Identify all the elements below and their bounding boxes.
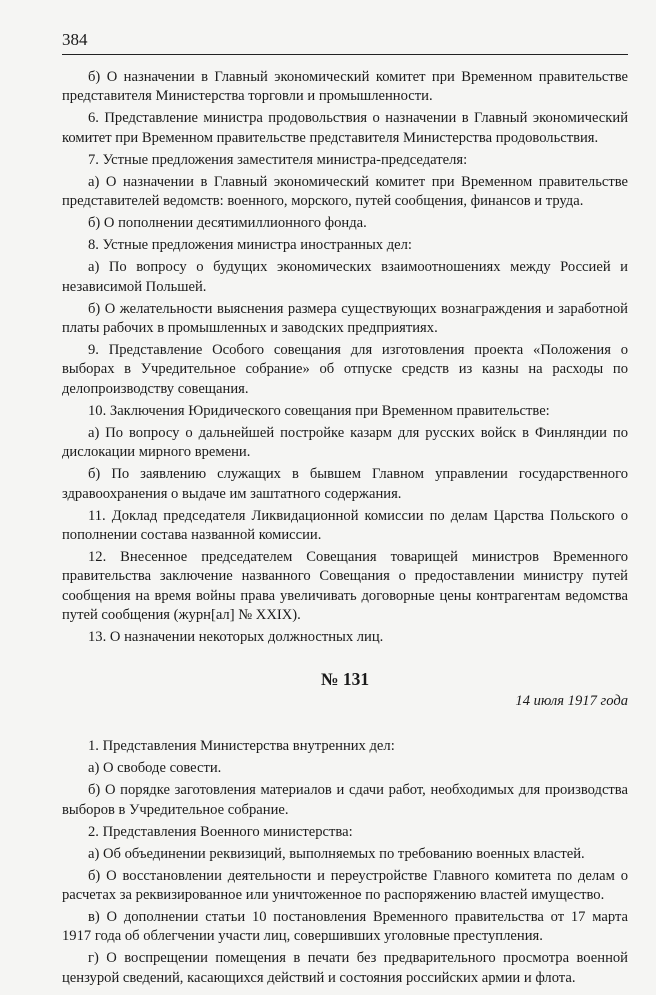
paragraph: 11. Доклад председателя Ликвидационной комиссии по делам Царства Польского о пополнении состава названной комиссии.	[62, 507, 628, 544]
paragraph: а) По вопросу о дальнейшей постройке казарм для русских войск в Финляндии по дислокации мирного времени.	[62, 424, 628, 461]
paragraph: 9. Представление Особого совещания для изготовления проекта «Положения о выборах в Учредительное собрание» об отпуске средств из казны на расходы по делопроизводству совещания.	[62, 342, 628, 397]
paragraph: б) О назначении в Главный экономический комитет при Временном правительстве представителя Министерства торговли и промышленности.	[62, 69, 628, 105]
document-date: 14 июля 1917 года	[515, 692, 628, 709]
paragraph: б) О желательности выяснения размера существующих вознаграждения и заработной платы рабочих в промышленных и заводских предприятиях.	[62, 300, 628, 337]
paragraph: а) О свободе совести.	[88, 760, 222, 777]
paragraph: а) По вопросу о будущих экономических взаимоотношениях между Россией и независимой Польшей.	[62, 259, 628, 295]
agenda-131	[62, 737, 628, 988]
paragraph: б) О порядке заготовления материалов и сдачи работ, необходимых для производства выборов в Учредительное собрание.	[62, 782, 628, 818]
paragraph: б) О пополнении десятимиллионного фонда.	[88, 215, 367, 232]
paragraph: а) Об объединении реквизиций, выполняемых по требованию военных властей.	[88, 845, 585, 862]
paragraph: 1. Представления Министерства внутренних дел:	[88, 738, 395, 755]
paragraph: 10. Заключения Юридического совещания при Временном правительстве:	[88, 402, 550, 419]
page-number: 384	[62, 30, 88, 49]
paragraph: 12. Внесенное председателем Совещания товарищей министров Временного правительства заключение названного Совещания о предоставлении министру путей сообщения на время войны права увеличивать договорные цены контрагентам ведомства путей сообщения (журн[ал] № XXIX).	[62, 549, 628, 624]
paragraph: г) О воспрещении помещения в печати без предварительного просмотра военной цензурой сведений, касающихся действий и состояния российских армии и флота.	[62, 950, 628, 986]
paragraph: 7. Устные предложения заместителя министра-председателя:	[88, 151, 468, 168]
header-rule	[62, 54, 628, 55]
paragraph: 8. Устные предложения министра иностранных дел:	[88, 237, 412, 254]
paragraph: 13. О назначении некоторых должностных лиц.	[88, 629, 384, 646]
paragraph: 2. Представления Военного министерства:	[88, 823, 353, 840]
paragraph: б) По заявлению служащих в бывшем Главном управлении государственного здравоохранения о выдаче им заштатного содержания.	[62, 466, 628, 502]
agenda-continuation	[62, 68, 628, 648]
paragraph: б) О восстановлении деятельности и переустройстве Главного комитета по делам о расчетах за реквизированное или уничтоженное по распоряжению властей имущество.	[62, 867, 628, 903]
document-body	[62, 68, 628, 991]
paragraph: 6. Представление министра продовольствия о назначении в Главный экономический комитет при Временном правительстве представителя Министерства продовольствия.	[62, 110, 628, 146]
document-number: № 131	[320, 668, 370, 689]
paragraph: в) О дополнении статьи 10 постановления Временного правительства от 17 марта 1917 года об облегчении участи лиц, совершивших уголовные преступления.	[62, 908, 628, 945]
paragraph: а) О назначении в Главный экономический комитет при Временном правительстве представителей ведомств: военного, морского, путей сообщения, финансов и труда.	[62, 173, 628, 210]
